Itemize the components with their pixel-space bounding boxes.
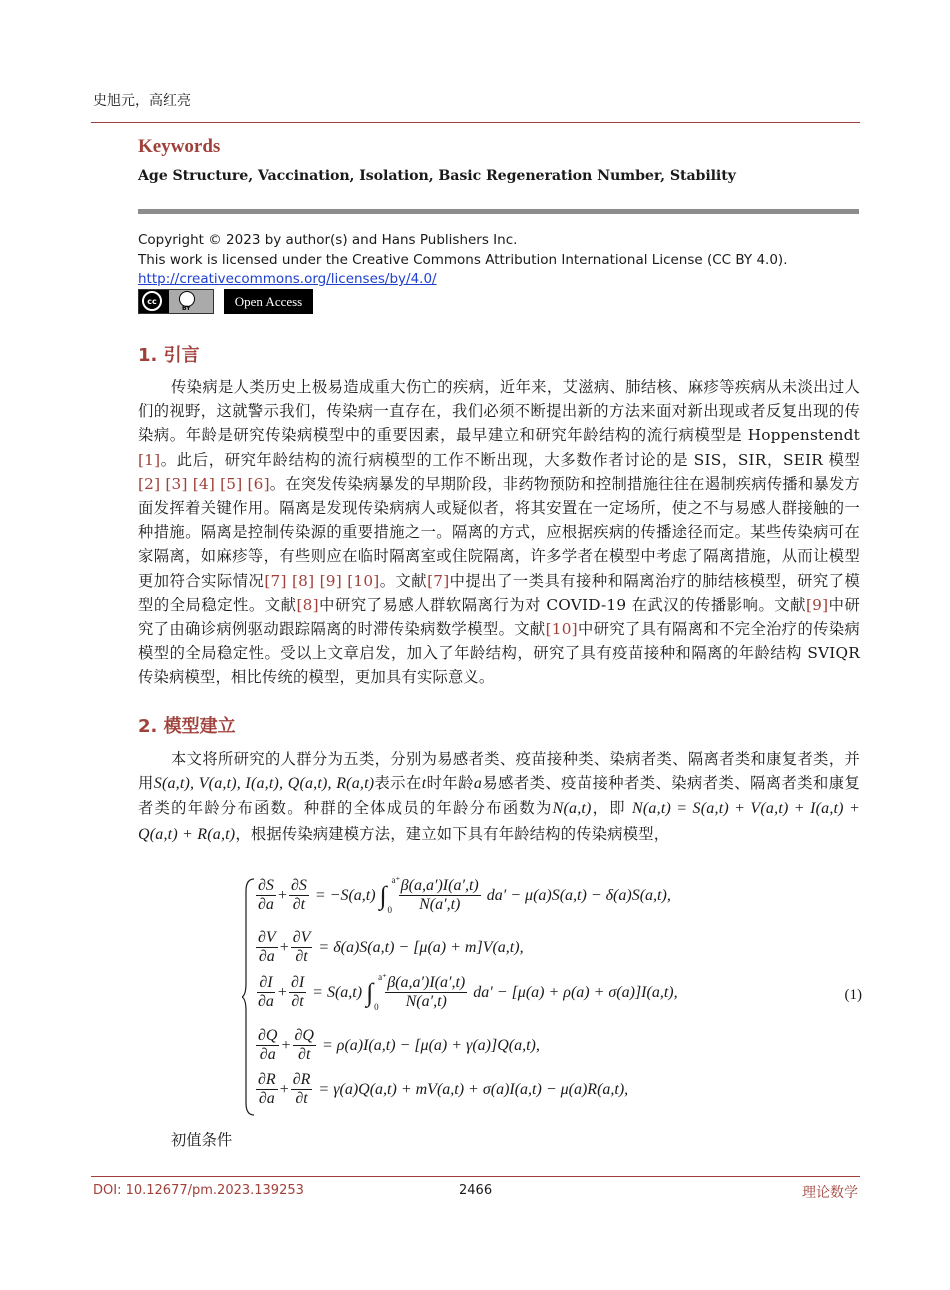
citation-link[interactable]: [10]	[545, 620, 578, 639]
section-divider	[138, 209, 859, 214]
function-list-math: S(a,t), V(a,t), I(a,t), Q(a,t), R(a,t)	[153, 775, 375, 793]
citation-link[interactable]: [9]	[806, 595, 829, 614]
model-paragraph	[138, 747, 860, 847]
citation-link[interactable]: [7]	[427, 571, 450, 590]
intro-text-4: 。文献	[379, 571, 428, 590]
model-text-3: 时年龄	[426, 774, 474, 793]
intro-text-1: 传染病是人类历史上极易造成重大伤亡的疾病，近年来，艾滋病、肺结核、麻疹等疾病从未淡出过人们的视野，这就警示我们，传染病一直存在，我们必须不断提出新的方法来面对新出现或者反复出现的传染病。年龄是研究传染病模型中的重要因素，最早建立和研究年龄结构的流行病模型是 Hoppenstendt	[138, 378, 860, 445]
citation-link[interactable]: [8]	[296, 595, 319, 614]
model-text-5: ，即	[591, 799, 626, 818]
cc-icon: cc	[142, 291, 162, 311]
citation-link[interactable]: [2] [3] [4] [5] [6]	[138, 474, 270, 493]
equation-vaccinated: $\frac{\partial V}{\partial a}$ + $\frac{\partial V}{\partial t}$ = δ(a)S(a,t) − [μ(a) + m]V(a,t),	[258, 929, 524, 965]
initial-conditions-label: 初值条件	[171, 1131, 233, 1149]
equation-susceptible: $\frac{\partial S}{\partial a}$ + $\frac{\partial S}{\partial t}$ = −S(a,t) ∫ a⁺ 0 $\frac{\beta(a,a')I(a',t)}{N(a',t)}$ da′ − μ(a)S(a,t) − δ(a)S(a,t),	[258, 874, 671, 915]
intro-text-7: 中研究了由确诊病例驱动跟踪隔离的时滞传染病数学模型。文献	[138, 595, 860, 639]
copyright-line: Copyright © 2023 by author(s) and Hans Publishers Inc.	[138, 232, 518, 248]
footer-rule	[91, 1176, 860, 1177]
introduction-paragraph	[138, 375, 860, 690]
equation-recovered: $\frac{\partial R}{\partial a}$ + $\frac{\partial R}{\partial t}$ = γ(a)Q(a,t) + mV(a,t) + σ(a)I(a,t) − μ(a)R(a,t),	[258, 1071, 629, 1107]
cc-logo-block	[139, 290, 169, 313]
model-text-1: 本文将所研究的人群分为五类，分别为易感者类、疫苗接种类、染病者类、隔离者类和康复者类，并用	[138, 750, 860, 793]
footer-doi[interactable]: DOI: 10.12677/pm.2023.139253	[93, 1183, 304, 1198]
journal-name: 理论数学	[802, 1185, 858, 1201]
license-statement: This work is licensed under the Creative Commons Attribution International License (CC BY 4.0).	[138, 252, 788, 268]
model-text-2: 表示在	[374, 774, 422, 793]
intro-text-5: 中提出了一类具有接种和隔离治疗的肺结核模型，研究了模型的全局稳定性。文献	[138, 571, 860, 614]
equation-quarantined: $\frac{\partial Q}{\partial a}$ + $\frac{\partial Q}{\partial t}$ = ρ(a)I(a,t) − [μ(a) + γ(a)]Q(a,t),	[258, 1027, 540, 1063]
section-2-heading: 2. 模型建立	[138, 716, 236, 737]
intro-text-3: 。在突发传染病暴发的早期阶段，非药物预防和控制措施往往在遏制疾病传播和暴发方面发挥着关键作用。隔离是发现传染病病人或疑似者，将其安置在一定场所，使之不与易感人群接触的一种措施。隔离是控制传染源的重要措施之一。隔离的方式，应根据疾病的传播途径而定。某些传染病可在家隔离，如麻疹等，有些则应在临时隔离室或住院隔离，许多学者在模型中考虑了隔离措施，从而让模型更加符合实际情况	[138, 474, 861, 590]
open-access-badge[interactable]: Open Access	[224, 289, 313, 314]
equation-infected: $\frac{\partial I}{\partial a}$ + $\frac{\partial I}{\partial t}$ = S(a,t) ∫ a⁺ 0 $\frac{\beta(a,a')I(a',t)}{N(a',t)}$ da′ − [μ(a) + ρ(a) + σ(a)]I(a,t),	[258, 971, 678, 1012]
math-t: t	[421, 775, 427, 793]
keywords-title: Keywords	[138, 136, 221, 157]
citation-link[interactable]: [7] [8] [9] [10]	[264, 571, 380, 590]
section-1-heading: 1. 引言	[138, 345, 200, 366]
intro-text-6: 中研究了易感人群软隔离行为对 COVID-19 在武汉的传播影响。文献	[318, 595, 806, 614]
running-header-authors: 史旭元，高红亮	[93, 93, 191, 109]
math-a: a	[473, 775, 483, 793]
cc-by-badge[interactable]	[138, 289, 214, 314]
header-rule	[91, 122, 860, 123]
model-text-4: 易感者类、疫苗接种者类、染病者类、隔离者类和康复者类的年龄分布函数。种群的全体成员的年龄分布函数为	[138, 774, 860, 818]
equation-number: (1)	[844, 987, 862, 1003]
intro-text-8: 中研究了具有隔离和不完全治疗的传染病模型的全局稳定性。受以上文章启发，加入了年龄结构，研究了具有疫苗接种和隔离的年龄结构 SVIQR 传染病模型，相比传统的模型，更加具有实际意义。	[138, 620, 860, 687]
intro-text-2: 。此后，研究年龄结构的流行病模型的工作不断出现，大多数作者讨论的是 SIS，SIR，SEIR 模型	[160, 450, 860, 469]
keywords-list: Age Structure, Vaccination, Isolation, Basic Regeneration Number, Stability	[138, 168, 736, 184]
citation-link[interactable]: [1]	[138, 450, 161, 469]
population-sum-math: N(a,t) = S(a,t) + V(a,t) + I(a,t) + Q(a,t) + R(a,t)	[138, 800, 860, 843]
by-label: BY	[182, 305, 191, 312]
math-N: N(a,t)	[552, 800, 592, 818]
page-number: 2466	[459, 1183, 493, 1198]
model-text-6: ，根据传染病建模方法，建立如下具有年龄结构的传染病模型，	[235, 824, 670, 843]
license-link[interactable]: http://creativecommons.org/licenses/by/4.0/	[138, 271, 437, 287]
equation-system	[242, 874, 862, 1117]
